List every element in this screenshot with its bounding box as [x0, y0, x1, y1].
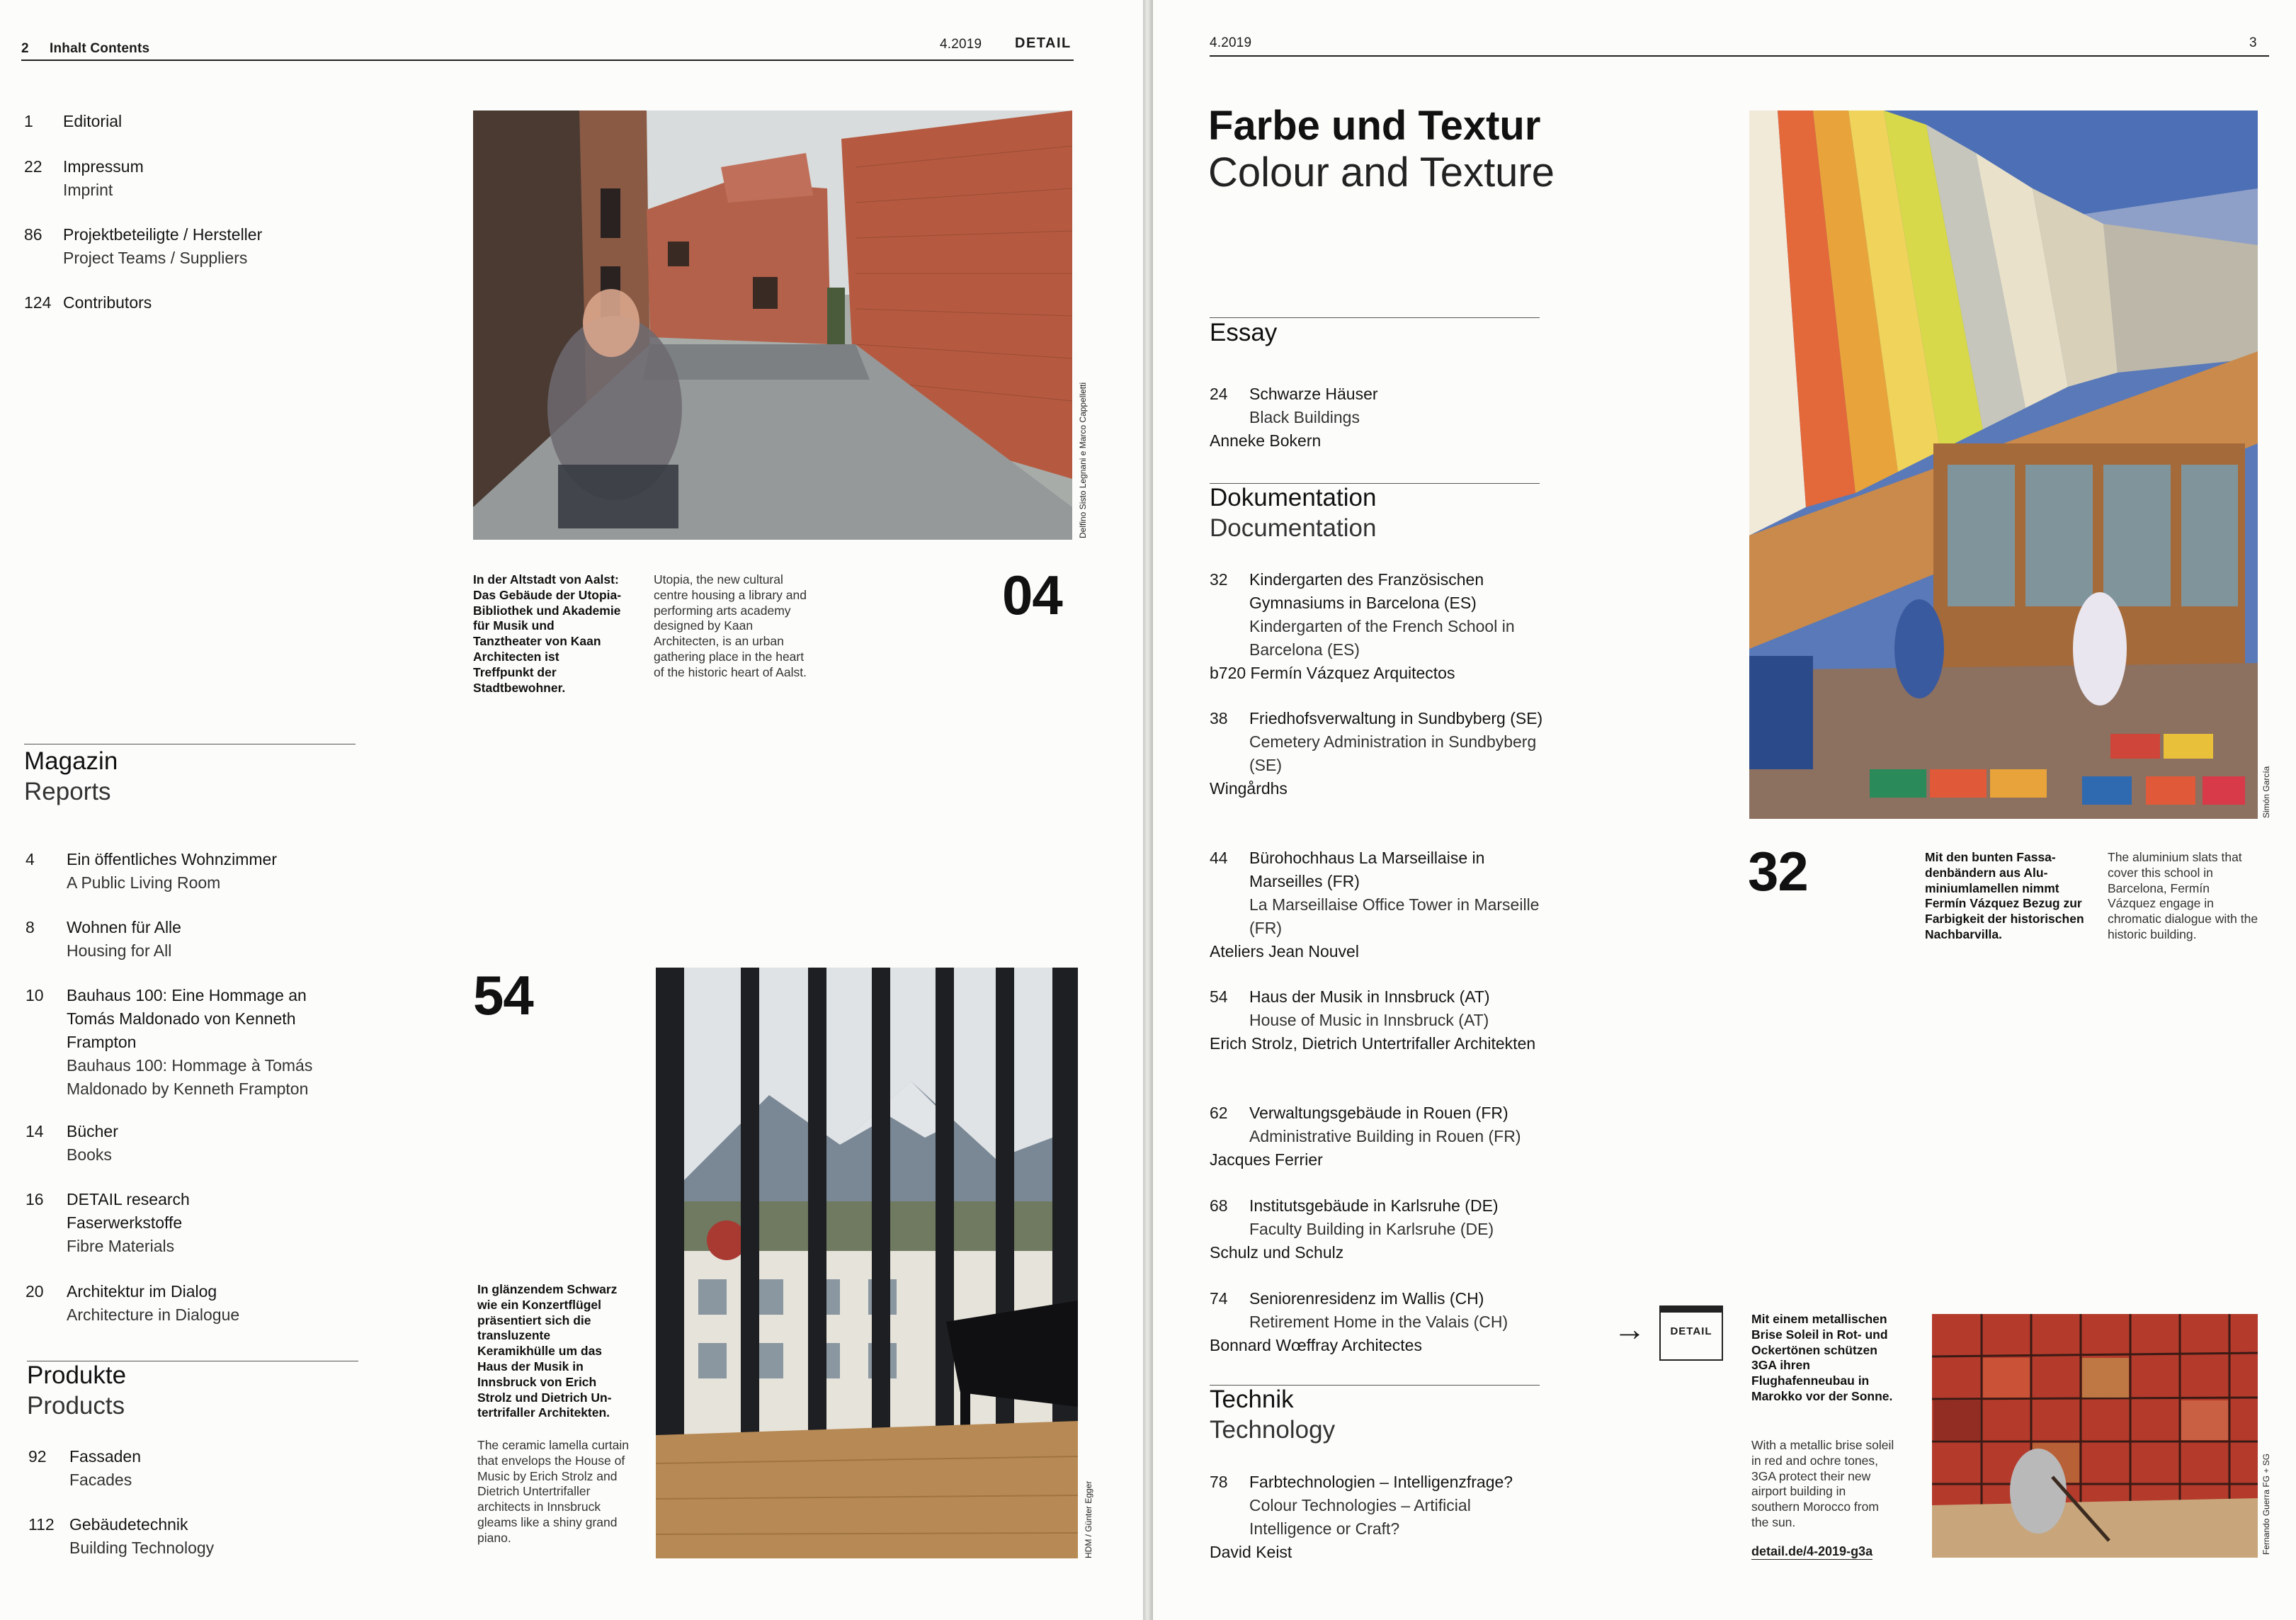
toc-item[interactable]: 8 Wohnen für Alle Housing for All	[25, 918, 181, 960]
detail-badge[interactable]	[1659, 1305, 1723, 1361]
toc-item[interactable]: 4 Ein öffentliches Wohnzimmer A Public Living Room	[25, 850, 278, 892]
toc-item[interactable]: 74 Seniorenresidenz im Wallis (CH) Retirement Home in the Valais (CH) Bonnard Wœffray Architectes	[1210, 1289, 1508, 1354]
toc-item[interactable]: 20 Architektur im Dialog Architecture in Dialogue	[25, 1282, 240, 1324]
toc-item[interactable]: 78 Farbtechnologien – Intelligenzfrage? Colour Technologies – Artificial Intelligence or Craft? David Keist	[1210, 1473, 1513, 1561]
toc-item[interactable]: 16 DETAIL research Faserwerkstoffe Fibre Materials	[25, 1190, 190, 1255]
toc-item[interactable]: 44 Bürohochhaus La Marseillaise in Marseilles (FR) La Marseillaise Office Tower in Marseille (FR) Ateliers Jean Nouvel	[1210, 849, 1540, 961]
section-subtitle-technology: Technology	[1210, 1416, 1336, 1444]
toc-item[interactable]: 10 Bauhaus 100: Eine Hommage an Tomás Maldonado von Kenneth Frampton Bauhaus 100: Hommage à Tomás Maldonado by Kenneth Frampton	[25, 986, 313, 1098]
caption-de: Mit einem metallischen Brise Soleil in Rot- und Ockertönen schützen 3GA ihren Flughafenneubau in Marokko vor der Sonne.	[1751, 1312, 1893, 1403]
section-title-dokumentation: Dokumentation	[1210, 484, 1377, 511]
section-subtitle-documentation: Documentation	[1210, 514, 1377, 542]
toc-item[interactable]: 68 Institutsgebäude in Karlsruhe (DE) Faculty Building in Karlsruhe (DE) Schulz und Schulz	[1210, 1196, 1499, 1262]
photo-credit: HDM / Günter Egger	[1084, 1480, 1093, 1558]
toc-item[interactable]: 38 Friedhofsverwaltung in Sundbyberg (SE) Cemetery Administration in Sundbyberg (SE) Wingårdhs	[1210, 709, 1543, 798]
toc-item-editorial[interactable]: 1 Editorial	[24, 112, 123, 130]
section-subtitle-reports: Reports	[24, 778, 111, 805]
section-title-produkte: Produkte	[27, 1361, 127, 1389]
issue-label: 4.2019	[940, 37, 982, 52]
photo-barcelona-kindergarten	[1749, 111, 2258, 819]
caption-en: The ceramic lamella curtain that envelops the House of Music by Erich Strolz and Dietrich Untertrifaller architects in Innsbruck gleams like a shiny grand piano.	[477, 1438, 629, 1545]
toc-item[interactable]: 62 Verwaltungsgebäude in Rouen (FR) Administrative Building in Rouen (FR) Jacques Ferrier	[1210, 1104, 1521, 1169]
photo-credit: Fernando Guerra FG + SG	[2261, 1453, 2271, 1555]
feature-number: 54	[473, 964, 533, 1026]
photo-credit: Delfino Sisto Legnani e Marco Cappelletti	[1078, 382, 1088, 538]
section-subtitle-products: Products	[27, 1392, 125, 1420]
section-title-technik: Technik	[1210, 1386, 1294, 1413]
feature-number: 32	[1748, 840, 1808, 902]
photo-credit: Simón García	[2261, 766, 2271, 818]
toc-item[interactable]: 54 Haus der Musik in Innsbruck (AT) House of Music in Innsbruck (AT) Erich Strolz, Dietrich Untertrifaller Architekten	[1210, 987, 1536, 1053]
caption-en: With a metallic brise soleil in red and ochre tones, 3GA protect their new airport building in southern Morocco from the sun.	[1751, 1438, 1894, 1529]
toc-item-contributors[interactable]: 124 Contributors	[24, 293, 152, 312]
issue-label: 4.2019	[1210, 35, 1252, 50]
toc-item-projektbeteiligte[interactable]: 86 Projektbeteiligte / Hersteller Project Teams / Suppliers	[24, 225, 263, 267]
photo-house-of-music	[656, 968, 1078, 1558]
arrow-icon: →	[1613, 1310, 1646, 1347]
toc-item[interactable]: 92 Fassaden Facades	[28, 1447, 142, 1489]
photo-aalst-street	[473, 111, 1072, 540]
badge-text: DETAIL	[1670, 1325, 1712, 1337]
photo-airport-facade	[1932, 1314, 2258, 1558]
detail-logo: DETAIL	[1015, 35, 1072, 51]
running-header: Inhalt Contents	[50, 41, 150, 56]
header-rule	[21, 60, 1074, 61]
magazine-gutter	[1143, 0, 1153, 1620]
left-page	[0, 0, 1143, 1620]
caption-en: Utopia, the new cultural centre housing a library and performing arts academy designed by Kaan Architecten, is an urban gathering place in the heart of the historic heart of Aalst.	[654, 572, 807, 679]
section-title-essay: Essay	[1210, 319, 1278, 346]
section-title-magazin: Magazin	[24, 747, 118, 775]
article-link[interactable]: detail.de/4-2019-g3a	[1751, 1544, 1873, 1558]
right-page	[1153, 0, 2296, 1620]
toc-item[interactable]: 32 Kindergarten des Französischen Gymnasiums in Barcelona (ES) Kindergarten of the French School in Barcelona (ES) b720 Fermín Vázquez Arquitectos	[1210, 570, 1515, 682]
toc-item[interactable]: 112 Gebäudetechnik Building Technology	[28, 1515, 215, 1557]
page-number: 2	[21, 41, 29, 56]
header-rule	[1210, 55, 2269, 57]
toc-item[interactable]: 14 Bücher Books	[25, 1122, 118, 1164]
page-subtitle: Colour and Texture	[1208, 149, 1555, 196]
caption-de: In glänzendem Schwarz wie ein Konzertflügel präsentiert sich die transluzente Keramikhülle um das Haus der Musik in Innsbruck von Erich Strolz und Dietrich Untertrifaller Architekten.	[477, 1282, 618, 1420]
toc-item-essay[interactable]: 24 Schwarze Häuser Black Buildings Anneke Bokern	[1210, 385, 1378, 450]
page-title: Farbe und Textur	[1208, 103, 1541, 149]
page-number: 3	[2249, 35, 2257, 50]
toc-item-impressum[interactable]: 22 Impressum Imprint	[24, 157, 144, 199]
feature-number: 04	[1002, 564, 1062, 626]
caption-de: Mit den bunten Fassadenbändern aus Aluminiumlamellen nimmt Fermín Vázquez Bezug zur Farbigkeit der historischen Nachbarvilla.	[1925, 850, 2084, 941]
caption-de: In der Altstadt von Aalst: Das Gebäude der Utopia-Bibliothek und Akademie für Musik und Tanztheater von Kaan Architecten ist Treffpunkt der Stadtbewohner.	[473, 572, 622, 695]
caption-en: The aluminium slats that cover this school in Barcelona, Fermín Vázquez engage in chromatic dialogue with the historic building.	[2108, 850, 2258, 941]
